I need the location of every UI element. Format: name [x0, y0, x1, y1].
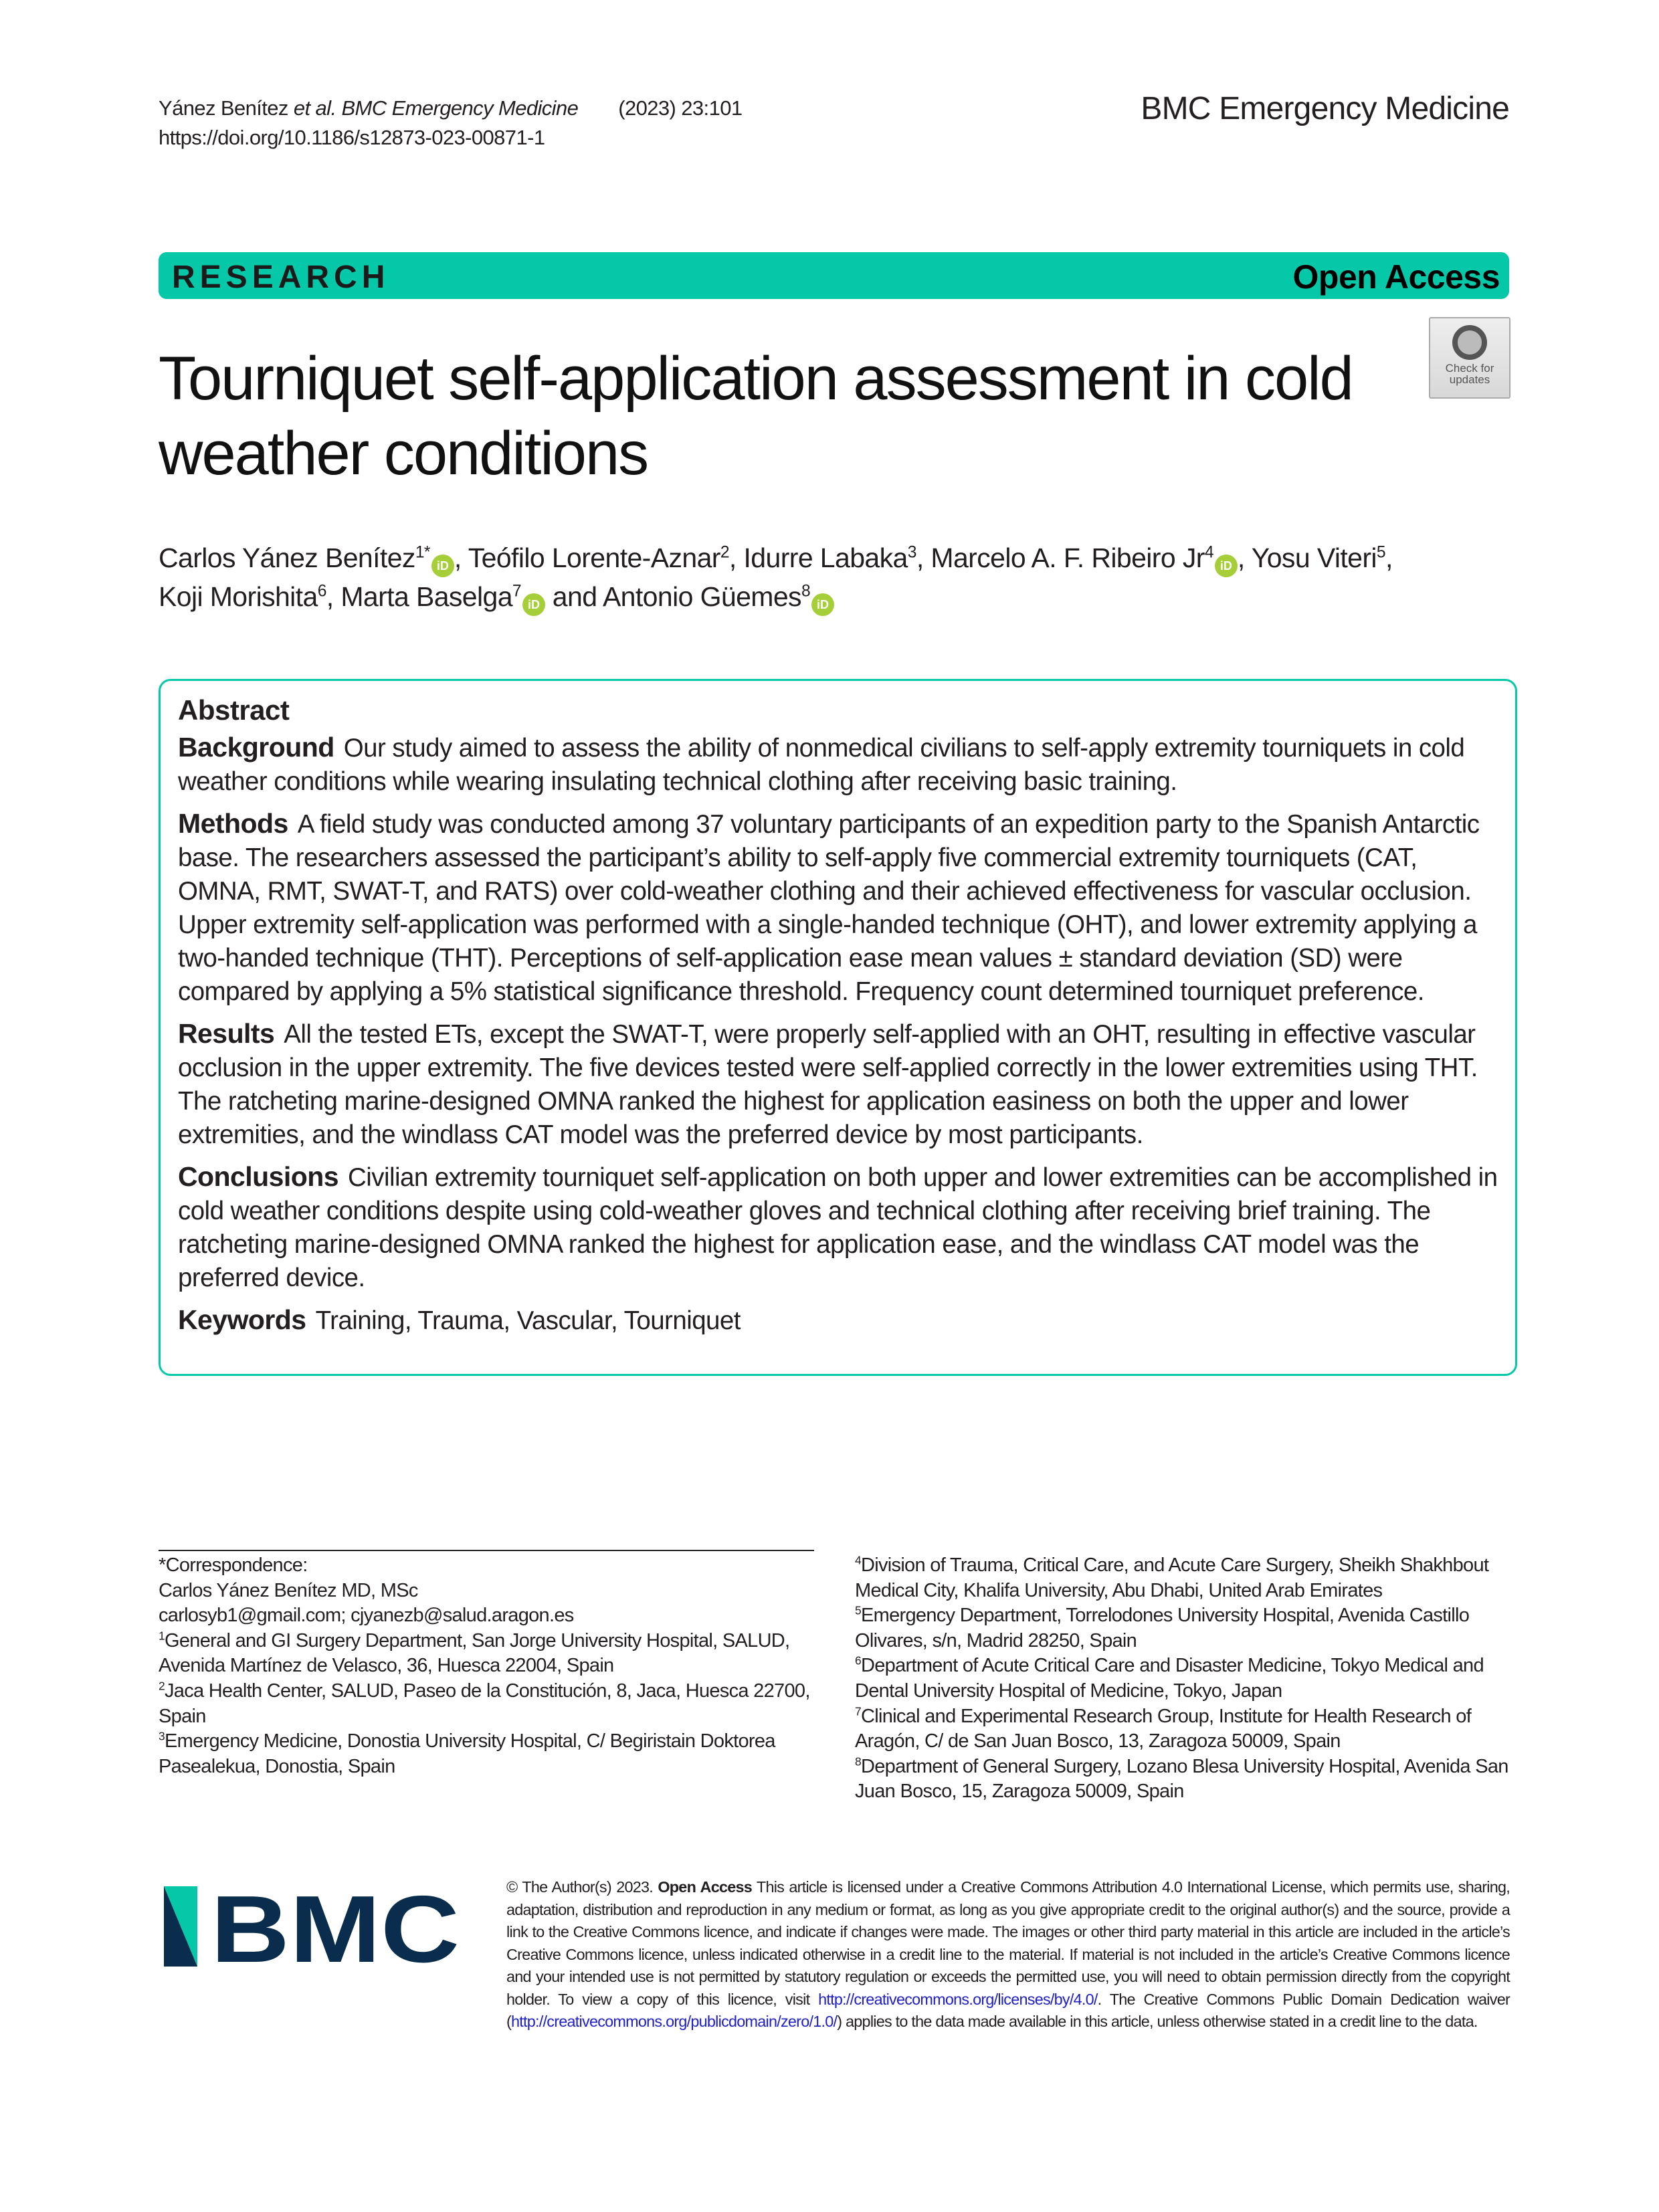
author-separator: and — [545, 581, 603, 612]
author-name[interactable]: Yosu Viteri — [1251, 542, 1377, 573]
article-title: Tourniquet self-application assessment in cold weather conditions — [159, 344, 1353, 488]
footnote-text: Emergency Department, Torrelodones University Hospital, Avenida Castillo Olivares, s/n, Madrid 28250, Spain — [855, 1605, 1470, 1651]
copyright-notice — [506, 1876, 1510, 2033]
footnote — [855, 1603, 1524, 1653]
author-affiliation: 2 — [720, 543, 729, 562]
abstract-sections — [178, 730, 1502, 1338]
abstract-section — [178, 1017, 1502, 1152]
doi-link[interactable]: https://doi.org/10.1186/s12873-023-00871-1 — [159, 126, 545, 149]
abstract-section-text: Our study aimed to assess the ability of nonmedical civilians to self-apply extremity tourniquets in cold weather conditions while wearing insulating technical clothing after receiving basic training. — [178, 734, 1465, 796]
footnote-text: Division of Trauma, Critical Care, and Acute Care Surgery, Sheikh Shakhbout Medical City, Khalifa University, Abu Dhabi, United Arab Emirates — [855, 1554, 1489, 1601]
author-name[interactable]: Marcelo A. F. Ribeiro Jr — [931, 542, 1205, 573]
open-access-label: Open Access — [1292, 258, 1500, 296]
citation-journal: et al. BMC Emergency Medicine — [293, 96, 579, 120]
check-updates-line2: updates — [1449, 373, 1490, 386]
author-affiliation: 3 — [907, 543, 916, 562]
article-type-label: RESEARCH — [172, 260, 390, 295]
orcid-icon[interactable]: iD — [1215, 555, 1238, 577]
footnote — [159, 1579, 827, 1604]
author-affiliation: 4 — [1204, 543, 1213, 562]
author-name[interactable]: Teófilo Lorente-Aznar — [468, 542, 720, 573]
license-link[interactable]: http://creativecommons.org/licenses/by/4.0/ — [818, 1990, 1098, 2008]
footnote-text: Department of General Surgery, Lozano Blesa University Hospital, Avenida San Juan Bosco, 15, Zaragoza 50009, Spain — [855, 1755, 1508, 1803]
orcid-icon[interactable]: iD — [522, 593, 545, 616]
running-header — [159, 94, 743, 153]
bmc-logo — [164, 1886, 465, 1967]
author-affiliation: 5 — [1376, 543, 1385, 562]
footnote — [855, 1754, 1524, 1805]
abstract-section — [178, 1303, 1502, 1338]
orcid-icon[interactable]: iD — [431, 555, 454, 577]
footnote — [855, 1653, 1524, 1704]
footnote-number: 4 — [855, 1553, 861, 1567]
author-separator: , — [1237, 542, 1252, 573]
footnote-text: *Correspondence: — [159, 1554, 308, 1576]
author-name[interactable]: Idurre Labaka — [743, 542, 908, 573]
abstract-section-label: Methods — [178, 808, 288, 839]
bookmark-icon — [1452, 325, 1487, 360]
abstract-section-text: A field study was conducted among 37 voluntary participants of an expedition party to the Spanish Antarctic base. The researchers assessed the participant’s ability to self-apply five commercial extremity tourniquets (CAT, OMNA, RMT, SWAT-T, and RATS) over cold-weather clothing and their achieved effectiveness for vascular occlusion. Upper extremity self-application was performed with a single-handed technique (OHT), and lower extremity applying a two-handed technique (THT). Perceptions of self-application ease mean values ± standard deviation (SD) were compared by applying a 5% statistical significance threshold. Frequency count determined tourniquet preference. — [178, 810, 1480, 1006]
author-name[interactable]: Antonio Güemes — [602, 581, 801, 612]
footnotes-right — [855, 1553, 1524, 1805]
author-affiliation: 8 — [801, 582, 811, 601]
copyright-text: This article is licensed under a Creative Commons Attribution 4.0 International License, which permits use, sharing, adaptation, distribution and reproduction in any medium or format, as long as you give appropriate credit to the original author(s) and the source, provide a link to the Creative Commons licence, and indicate if changes were made. The images or other third party material in this article are included in the article’s Creative Commons licence, unless indicated otherwise in a credit line to the material. If material is not included in the article’s Creative Commons licence and your intended use is not permitted by statutory regulation or exceeds the permitted use, you will need to obtain permission directly from the copyright holder. To view a copy of this licence, visit — [506, 1878, 1510, 2008]
author-separator: , — [326, 581, 341, 612]
author-affiliation: 6 — [317, 582, 326, 601]
footnote-divider — [159, 1550, 814, 1551]
citation-authors: Yánez Benítez — [159, 96, 288, 120]
abstract-heading: Abstract — [178, 694, 290, 726]
author-separator: , — [454, 542, 468, 573]
abstract-section-label: Conclusions — [178, 1161, 338, 1192]
author-separator: , — [1385, 542, 1393, 573]
author-name[interactable]: Carlos Yánez Benítez — [159, 542, 415, 573]
footnote-text: Carlos Yánez Benítez MD, MSc — [159, 1579, 418, 1601]
footnote-number: 2 — [159, 1679, 165, 1693]
footnote — [159, 1553, 827, 1579]
footnote-text: Emergency Medicine, Donostia University Hospital, C/ Begiristain Doktorea Pasealekua, Donostia, Spain — [159, 1730, 775, 1777]
footnote-number: 8 — [855, 1754, 861, 1769]
footnote-number: 3 — [159, 1729, 165, 1743]
orcid-icon[interactable]: iD — [811, 593, 834, 616]
abstract-section — [178, 807, 1502, 1009]
copyright-text-3: ) applies to the data made available in this article, unless otherwise stated in a credit line to the data. — [837, 2013, 1478, 2030]
journal-name: BMC Emergency Medicine — [1141, 91, 1509, 126]
footnote-number: 7 — [855, 1704, 861, 1718]
footnote — [159, 1729, 827, 1779]
footnote-text: Department of Acute Critical Care and Disaster Medicine, Tokyo Medical and Dental University Hospital of Medicine, Tokyo, Japan — [855, 1655, 1484, 1702]
copyright-prefix: © The Author(s) 2023. — [506, 1878, 653, 1896]
footnote-text: Jaca Health Center, SALUD, Paseo de la Constitución, 8, Jaca, Huesca 22700, Spain — [159, 1680, 810, 1727]
article-type-banner — [159, 252, 1509, 299]
footnote — [855, 1704, 1524, 1754]
author-list — [159, 538, 1483, 616]
footnotes-left — [159, 1553, 827, 1779]
footnote-text: Clinical and Experimental Research Group, Institute for Health Research of Aragón, C/ de San Juan Bosco, 13, Zaragoza 50009, Spain — [855, 1705, 1472, 1752]
svg-text:BMC: BMC — [211, 1886, 460, 1967]
footnote-number: 1 — [159, 1629, 165, 1643]
copyright-text-2: . The Creative Commons Public Domain Dedication waiver ( — [506, 1990, 1510, 2030]
citation-line — [159, 94, 743, 123]
abstract-section-text: All the tested ETs, except the SWAT-T, were properly self-applied with an OHT, resulting in effective vascular occlusion in the upper extremity. The five devices tested were self-applied correctly in the lower extremities using THT. The ratcheting marine-designed OMNA ranked the highest for application easiness on both the upper and lower extremities, and the windlass CAT model was the preferred device by most participants. — [178, 1020, 1478, 1149]
check-for-updates-button[interactable] — [1429, 317, 1510, 399]
author-separator: , — [728, 542, 744, 573]
abstract-section-label: Keywords — [178, 1304, 306, 1335]
footnote — [159, 1679, 827, 1729]
abstract-section — [178, 730, 1502, 799]
abstract-section-label: Background — [178, 732, 334, 763]
abstract-section-label: Results — [178, 1018, 275, 1049]
footnote-number: 6 — [855, 1653, 861, 1668]
footnote-text: General and GI Surgery Department, San Jorge University Hospital, SALUD, Avenida Martínez de Velasco, 36, Huesca 22004, Spain — [159, 1629, 790, 1677]
author-name[interactable]: Koji Morishita — [159, 581, 318, 612]
author-affiliation: 1* — [415, 543, 430, 562]
author-name[interactable]: Marta Baselga — [340, 581, 512, 612]
abstract-box — [159, 679, 1517, 1376]
abstract-section-text: Training, Trauma, Vascular, Tourniquet — [315, 1306, 741, 1335]
footnote — [855, 1553, 1524, 1603]
footnote-number: 5 — [855, 1603, 861, 1617]
footnote-text: carlosyb1@gmail.com; cjyanezb@salud.aragon.es — [159, 1605, 574, 1627]
copyright-open-access: Open Access — [658, 1878, 752, 1896]
check-updates-line1: Check for — [1445, 362, 1494, 375]
author-separator: , — [916, 542, 931, 573]
author-affiliation: 7 — [512, 582, 521, 601]
abstract-section-text: Civilian extremity tourniquet self-application on both upper and lower extremities can be accomplished in cold weather conditions despite using cold-weather gloves and technical clothing after receiving brief training. The ratcheting marine-designed OMNA ranked the highest for application ease, and the windlass CAT model was the preferred device. — [178, 1163, 1498, 1292]
citation-year: (2023) 23:101 — [618, 96, 743, 120]
footnote — [159, 1603, 827, 1629]
footnote — [159, 1629, 827, 1679]
public-domain-link[interactable]: http://creativecommons.org/publicdomain/zero/1.0/ — [511, 2013, 838, 2030]
abstract-section — [178, 1160, 1502, 1295]
